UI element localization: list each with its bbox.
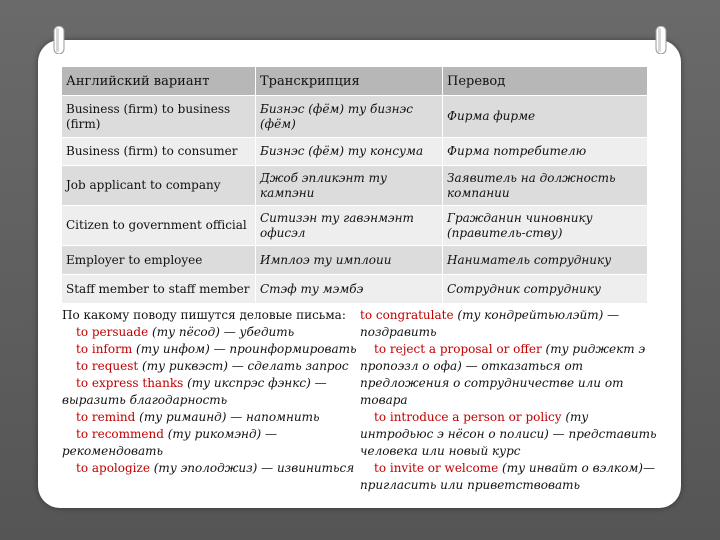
- cell-translation: Сотрудник сотруднику: [443, 275, 648, 304]
- cell-english: Staff member to staff member: [62, 275, 256, 304]
- table-row: [62, 138, 648, 166]
- cell-translation: Фирма фирме: [443, 96, 648, 138]
- phrases-table: [61, 66, 648, 304]
- cell-translation: Наниматель сотруднику: [443, 246, 648, 275]
- term-translation: (ту эполоджиз) — извиниться: [149, 461, 355, 475]
- term-translation-cont: интродьюс э нёсон о полиси) — представить: [360, 427, 657, 441]
- binder-ring-left: [52, 26, 66, 54]
- term-translation-cont: рекомендовать: [62, 444, 164, 458]
- cell-transcription: Стэф ту мэмбэ: [256, 275, 443, 304]
- cell-transcription: Имплоэ ту имплоии: [256, 246, 443, 275]
- list-item: [62, 358, 357, 375]
- term-translation-cont: пропоэзл о офа) — отказаться от: [360, 359, 584, 373]
- list-item: [360, 409, 650, 426]
- english-term: to persuade: [76, 325, 149, 339]
- english-term: to request: [76, 359, 139, 373]
- header-transcription: Транскрипция: [256, 67, 443, 96]
- term-translation-cont: человека или новый курс: [360, 444, 521, 458]
- table-row: [62, 246, 648, 275]
- table-row: [62, 166, 648, 206]
- table-row: [62, 96, 648, 138]
- header-english: Английский вариант: [62, 67, 256, 96]
- binder-ring-right: [654, 26, 668, 54]
- term-translation: (ту инвайт о вэлком)—: [498, 461, 655, 475]
- term-translation-cont: поздравить: [360, 325, 437, 339]
- term-translation: (ту риджект э: [541, 342, 646, 356]
- english-term: to invite or welcome: [374, 461, 499, 475]
- term-translation: (ту римаинд) — напомнить: [135, 410, 320, 424]
- cell-english: Employer to employee: [62, 246, 256, 275]
- cell-transcription: Бизнэс (фём) ту консума: [256, 138, 443, 166]
- header-translation: Перевод: [443, 67, 648, 96]
- table-header-row: [62, 67, 648, 96]
- list-item: [62, 324, 357, 341]
- term-translation-cont: пригласить или приветствовать: [360, 478, 581, 492]
- term-translation: (ту икспрэс фэнкс) —: [183, 376, 327, 390]
- list-item: [360, 307, 650, 324]
- list-item: [62, 375, 357, 392]
- list-item: [62, 409, 357, 426]
- english-term: to reject a proposal or offer: [374, 342, 542, 356]
- term-translation-cont: товара: [360, 393, 408, 407]
- term-translation: (ту кондрейтьюлэйт) —: [453, 308, 620, 322]
- letter-purposes-left: [62, 307, 357, 477]
- term-translation: (ту инфом) — проинформировать: [132, 342, 357, 356]
- cell-english: Business (firm) to business (firm): [62, 96, 256, 138]
- english-term: to express thanks: [76, 376, 184, 390]
- cell-transcription: Бизнэс (фём) ту бизнэс (фём): [256, 96, 443, 138]
- cell-translation: Гражданин чиновнику (правитель-ству): [443, 206, 648, 246]
- term-translation: (ту риквэст) — сделать запрос: [138, 359, 349, 373]
- term-translation: (ту пёсод) — убедить: [148, 325, 295, 339]
- english-term: to introduce a person or policy: [374, 410, 562, 424]
- list-item: [360, 341, 650, 358]
- cell-transcription: Джоб эпликэнт ту кампэни: [256, 166, 443, 206]
- list-item: [62, 341, 357, 358]
- table-row: [62, 275, 648, 304]
- cell-transcription: Ситизэн ту гавэнмэнт офисэл: [256, 206, 443, 246]
- term-translation: (ту: [561, 410, 589, 424]
- cell-english: Citizen to government official: [62, 206, 256, 246]
- list-item: [62, 426, 357, 443]
- list-item: [360, 460, 655, 477]
- term-translation-cont: предложения о сотрудничестве или от: [360, 376, 624, 390]
- table-row: [62, 206, 648, 246]
- english-term: to recommend: [76, 427, 164, 441]
- cell-english: Job applicant to company: [62, 166, 256, 206]
- english-term: to apologize: [76, 461, 150, 475]
- cell-translation: Фирма потребителю: [443, 138, 648, 166]
- english-term: to congratulate: [360, 308, 454, 322]
- term-translation: (ту рикомэнд) —: [163, 427, 278, 441]
- english-term: to inform: [76, 342, 133, 356]
- list-item: [62, 460, 357, 477]
- term-translation-cont: выразить благодарность: [62, 393, 228, 407]
- cell-english: Business (firm) to consumer: [62, 138, 256, 166]
- intro-text: По какому поводу пишутся деловые письма:: [62, 308, 346, 322]
- letter-purposes-right: [360, 307, 657, 494]
- cell-translation: Заявитель на должность компании: [443, 166, 648, 206]
- english-term: to remind: [76, 410, 136, 424]
